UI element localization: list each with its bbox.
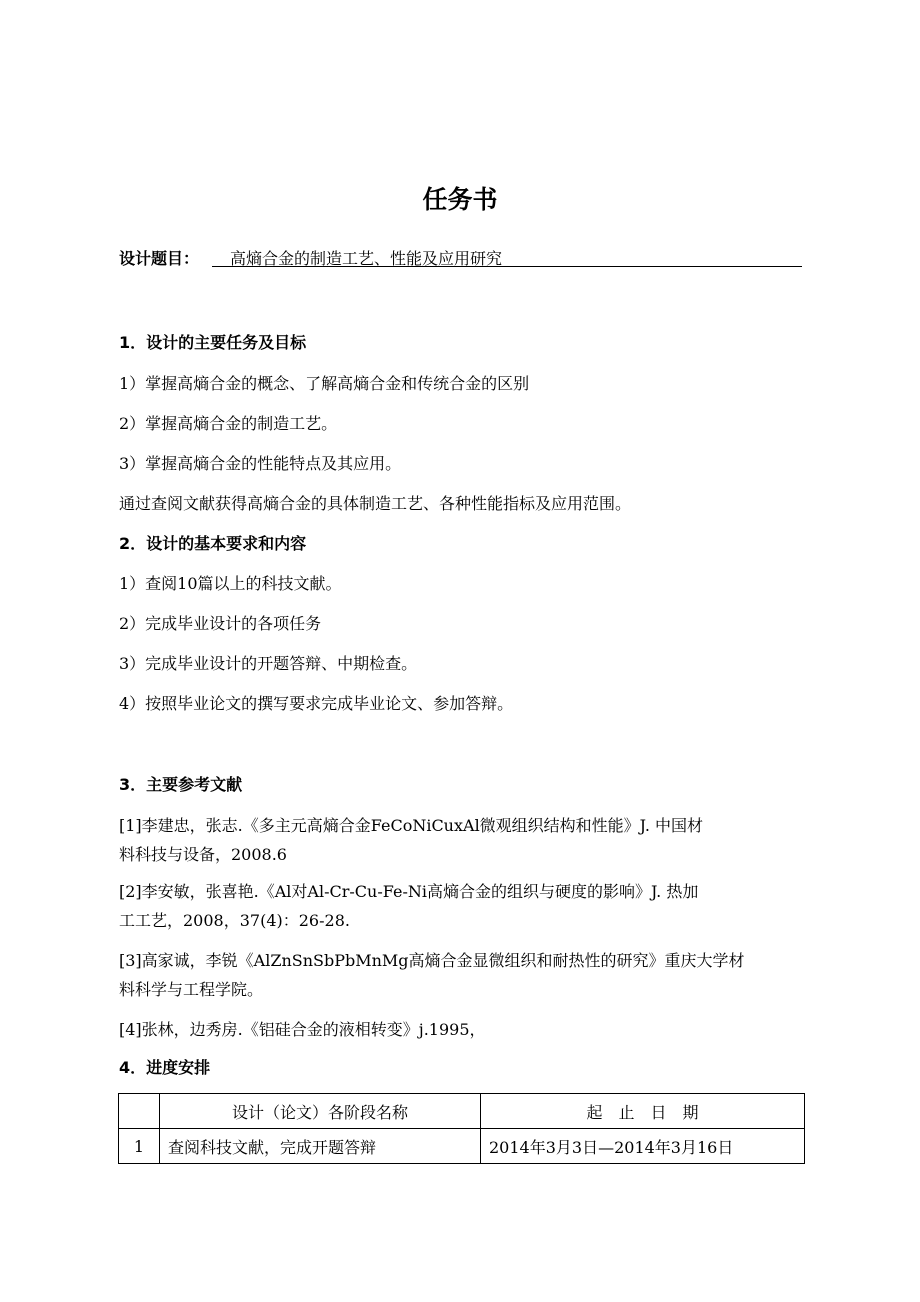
table-cell-index: 1: [119, 1129, 160, 1164]
subject-value: 高熵合金的制造工艺、性能及应用研究: [230, 249, 503, 268]
section2-heading: 2．设计的基本要求和内容: [119, 534, 307, 553]
schedule-table: [118, 1093, 805, 1164]
reference-1-line1: [1]李建忠，张志.《多主元高熵合金FeCoNiCuxAl微观组织结构和性能》J. 中国材: [119, 816, 704, 835]
section2-item-4: 4）按照毕业论文的撰写要求完成毕业论文、参加答辩。: [119, 694, 514, 713]
table-cell-stage-name: 查阅科技文献，完成开题答辩: [160, 1129, 481, 1164]
section2-item-3: 3）完成毕业设计的开题答辩、中期检查。: [119, 654, 418, 673]
table-row: [119, 1129, 805, 1164]
section1-item-2: 2）掌握高熵合金的制造工艺。: [119, 414, 338, 433]
reference-4-line1: [4]张林，边秀房.《铝硅合金的液相转变》j.1995，: [119, 1020, 486, 1039]
reference-3-line2: 料科学与工程学院。: [119, 980, 264, 999]
section1-heading: 1．设计的主要任务及目标: [119, 333, 307, 352]
reference-1-line2: 料科技与设备，2008.6: [119, 845, 287, 864]
subject-label: 设计题目：: [119, 249, 200, 268]
section3-heading: 3．主要参考文献: [119, 775, 243, 794]
page-title: 任务书: [422, 185, 498, 214]
table-header-index: [119, 1094, 160, 1129]
table-header-date-range: 起 止 日 期: [481, 1094, 805, 1129]
table-cell-date-range: 2014年3月3日—2014年3月16日: [481, 1129, 805, 1164]
section4-heading: 4．进度安排: [119, 1058, 211, 1077]
table-header-row: [119, 1094, 805, 1129]
section2-item-2: 2）完成毕业设计的各项任务: [119, 614, 322, 633]
section2-item-1: 1）查阅10篇以上的科技文献。: [119, 574, 342, 593]
reference-2-line1: [2]李安敏，张喜艳.《Al对Al-Cr-Cu-Fe-Ni高熵合金的组织与硬度的影响》J. 热加: [119, 882, 699, 901]
reference-2-line2: 工工艺，2008，37(4)：26-28.: [119, 911, 350, 930]
section1-summary: 通过查阅文献获得高熵合金的具体制造工艺、各种性能指标及应用范围。: [119, 494, 632, 513]
section1-item-1: 1）掌握高熵合金的概念、了解高熵合金和传统合金的区别: [119, 374, 530, 393]
reference-3-line1: [3]高家诚，李锐《AlZnSnSbPbMnMg高熵合金显微组织和耐热性的研究》重庆大学材: [119, 951, 745, 970]
table-header-stage-name: 设计（论文）各阶段名称: [160, 1094, 481, 1129]
section1-item-3: 3）掌握高熵合金的性能特点及其应用。: [119, 454, 402, 473]
